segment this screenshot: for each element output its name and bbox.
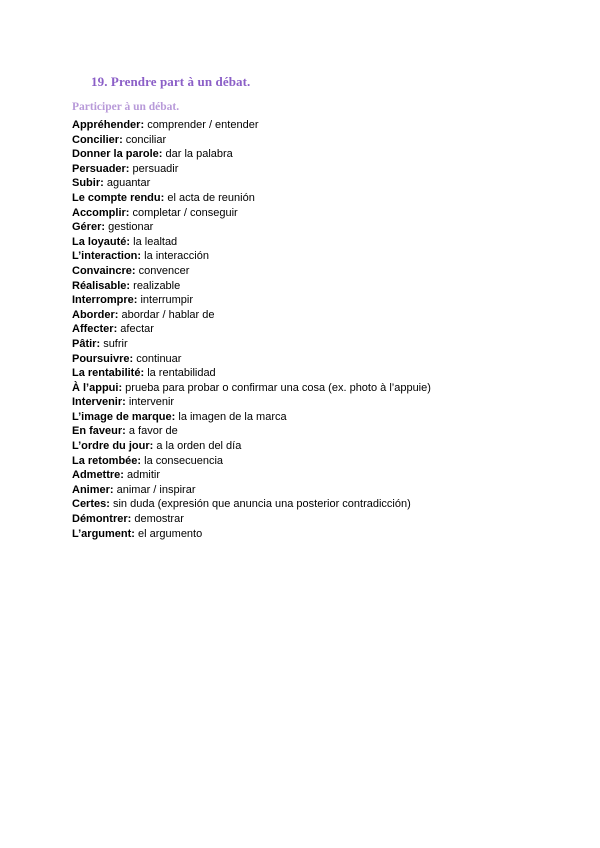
entry-definition: prueba para probar o confirmar una cosa (ex. photo à l’appuie) [125,381,431,394]
entry-term: Pâtir: [72,337,101,350]
entry-term: Interrompre: [72,294,138,307]
vocabulary-entry [72,483,431,498]
entry-definition: conciliar [125,133,167,146]
vocabulary-entry [72,424,431,439]
vocabulary-entry [72,395,431,410]
entry-definition: persuadir [132,162,179,175]
entry-term: Concilier: [72,133,123,146]
entry-definition: realizable [133,279,181,292]
entry-definition: comprender / entender [147,119,259,131]
entry-term: L’image de marque: [72,410,176,423]
page-title: 19. Prendre part à un débat. [91,74,251,89]
entry-term: Convaincre: [72,264,136,277]
entry-definition: continuar [136,352,182,365]
entry-definition: a la orden del día [156,440,242,453]
entry-term: Accomplir: [72,206,130,219]
entry-definition: animar / inspirar [116,483,196,496]
vocabulary-entry [72,176,431,191]
entry-term: L’argument: [72,527,135,540]
vocabulary-entry [72,439,431,454]
vocabulary-entry [72,322,431,337]
vocabulary-entry [72,264,431,279]
entry-term: Certes: [72,498,110,511]
vocabulary-entry [72,381,431,396]
entry-definition: admitir [127,469,161,482]
entry-definition: la rentabilidad [147,367,216,380]
vocabulary-entry [72,366,431,381]
entry-definition: gestionar [108,221,154,234]
vocabulary-entry [72,279,431,294]
entry-term: Appréhender: [72,119,145,131]
entry-term: Aborder: [72,308,119,321]
entry-definition: la lealtad [133,235,178,248]
vocabulary-entry [72,235,431,250]
vocabulary-entry [72,162,431,177]
entry-term: La retombée: [72,454,142,467]
entry-definition: el acta de reunión [167,191,255,204]
entry-definition: a favor de [128,425,178,438]
entry-term: Réalisable: [72,279,131,292]
entry-term: Gérer: [72,221,106,234]
entry-term: Persuader: [72,162,130,175]
entry-term: Admettre: [72,469,124,482]
entry-term: L’ordre du jour: [72,440,154,453]
entry-term: En faveur: [72,425,126,438]
entry-definition: el argumento [138,527,203,540]
entry-definition: convencer [138,264,190,277]
entry-term: Animer: [72,483,114,496]
vocabulary-entry [72,512,431,527]
entry-term: La loyauté: [72,235,131,248]
vocabulary-entry [72,468,431,483]
vocabulary-entry [72,337,431,352]
entry-definition: aguantar [106,177,151,190]
entry-definition: interrumpir [140,294,194,307]
vocabulary-entry [72,118,431,133]
vocabulary-entry [72,191,431,206]
vocabulary-entry [72,454,431,469]
entry-term: Poursuivre: [72,352,134,365]
entry-definition: intervenir [128,396,175,409]
entry-term: À l’appui: [72,381,123,394]
vocabulary-entry [72,147,431,162]
entry-term: Affecter: [72,323,118,336]
entry-definition: dar la palabra [165,148,233,161]
entry-definition: afectar [120,323,154,336]
entry-term: Démontrer: [72,513,132,526]
entry-term: Donner la parole: [72,148,163,161]
section-subtitle: Participer à un débat. [72,101,180,113]
vocabulary-entry [72,249,431,264]
entry-definition: la consecuencia [144,454,224,467]
vocabulary-entry [72,352,431,367]
vocabulary-entry [72,293,431,308]
vocabulary-entry [72,527,431,542]
entry-definition: sufrir [103,337,128,350]
entry-term: Subir: [72,177,104,190]
entry-definition: la interacción [144,250,209,263]
vocabulary-entry [72,220,431,235]
entry-definition: demostrar [134,513,184,526]
vocabulary-entry [72,410,431,425]
entry-definition: la imagen de la marca [178,410,287,423]
vocabulary-list [72,118,431,541]
entry-term: Le compte rendu: [72,191,165,204]
entry-term: La rentabilité: [72,367,145,380]
vocabulary-entry [72,497,431,512]
entry-definition: abordar / hablar de [121,308,215,321]
entry-term: L’interaction: [72,250,142,263]
vocabulary-entry [72,206,431,221]
vocabulary-entry [72,133,431,148]
entry-definition: completar / conseguir [132,206,238,219]
vocabulary-entry [72,308,431,323]
entry-term: Intervenir: [72,396,126,409]
entry-definition: sin duda (expresión que anuncia una posterior contradicción) [112,498,411,511]
